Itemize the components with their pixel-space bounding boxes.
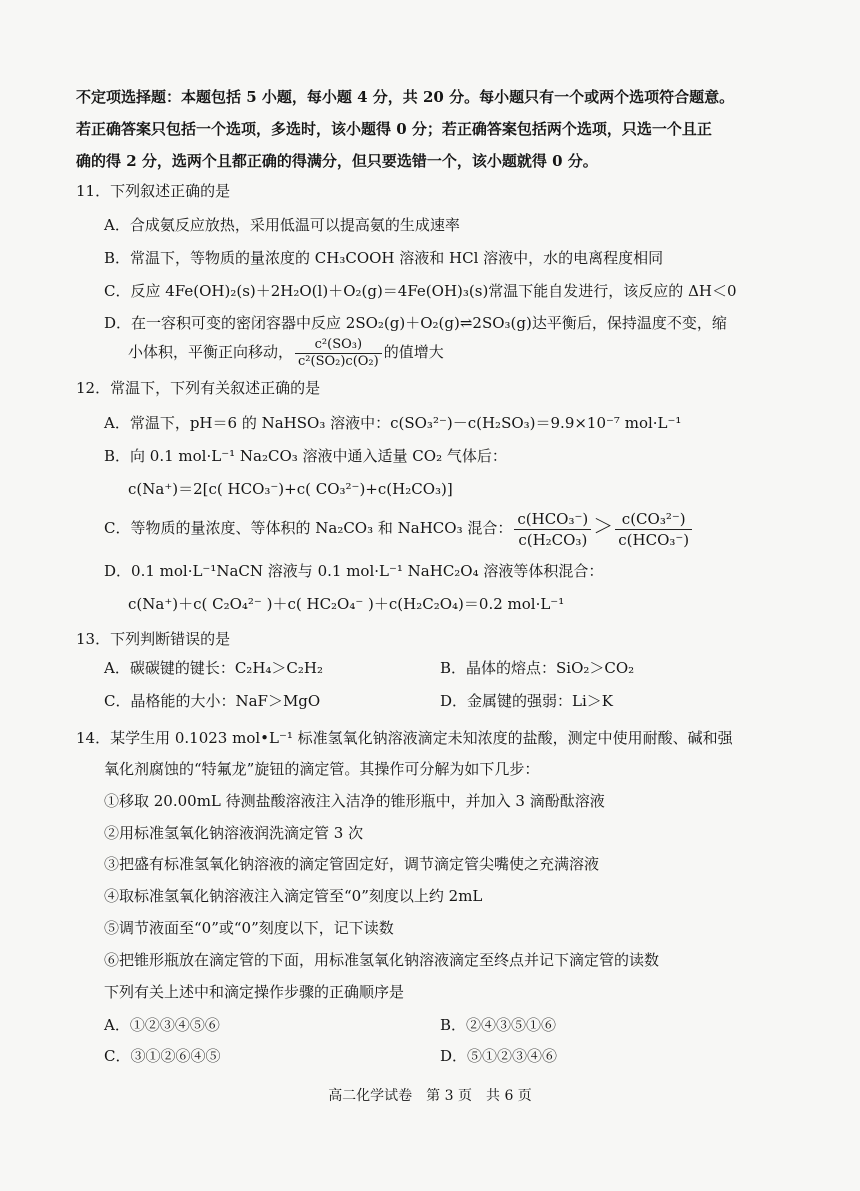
q11-stem: 11．下列叙述正确的是 (76, 182, 231, 200)
q11-d-frac-den: c²(SO₂)c(O₂) (298, 353, 379, 369)
q11-option-b: B．常温下，等物质的量浓度的 CH₃COOH 溶液和 HCl 溶液中，水的电离程度相同 (104, 249, 664, 267)
instructions-line-3: 确的得 2 分，选两个且都正确的得满分，但只要选错一个，该小题就得 0 分。 (76, 152, 598, 170)
q11-option-a: A．合成氨反应放热，采用低温可以提高氨的生成速率 (104, 216, 460, 234)
q12-c-pre: C．等物质的量浓度、等体积的 Na₂CO₃ 和 NaHCO₃ 混合： (104, 519, 513, 537)
q14-option-c: C．③①②⑥④⑤ (104, 1047, 221, 1065)
q14-option-b: B．②④③⑤①⑥ (440, 1016, 557, 1034)
q12-option-c (104, 506, 694, 550)
q12-option-d-line2: c(Na⁺)＋c( C₂O₄²⁻ )＋c( HC₂O₄⁻ )＋c(H₂C₂O₄)＝0.2 mol·L⁻¹ (128, 595, 565, 613)
q14-option-d: D．⑤①②③④⑥ (440, 1047, 558, 1065)
q12-c-fraction-1 (514, 509, 591, 550)
q11-d-fraction (295, 337, 382, 370)
q14-step-1: ①移取 20.00mL 待测盐酸溶液注入洁净的锥形瓶中，并加入 3 滴酚酞溶液 (104, 792, 605, 810)
q11-option-c: C．反应 4Fe(OH)₂(s)＋2H₂O(l)＋O₂(g)＝4Fe(OH)₃(s)常温下能自发进行，该反应的 ΔH＜0 (104, 282, 737, 300)
instructions-line-2: 若正确答案只包括一个选项，多选时，该小题得 0 分；若正确答案包括两个选项，只选一个且正 (76, 120, 712, 138)
q12-option-d-line1: D．0.1 mol·L⁻¹NaCN 溶液与 0.1 mol·L⁻¹ NaHC₂O₄ 溶液等体积混合： (104, 562, 604, 580)
q12-option-a: A．常温下，pH＝6 的 NaHSO₃ 溶液中：c(SO₃²⁻)－c(H₂SO₃)＝9.9×10⁻⁷ mol·L⁻¹ (104, 414, 682, 432)
q14-stem-line1: 14．某学生用 0.1023 mol•L⁻¹ 标准氢氧化钠溶液滴定未知浓度的盐酸，测定中使用耐酸、碱和强 (76, 729, 733, 747)
q12-option-b-line2: c(Na⁺)＝2[c( HCO₃⁻)+c( CO₃²⁻)+c(H₂CO₃)] (128, 480, 453, 498)
q12-c-frac1-den: c(H₂CO₃) (518, 530, 588, 549)
q11-d-frac-num: c²(SO₃) (295, 337, 382, 354)
q14-step-3: ③把盛有标准氢氧化钠溶液的滴定管固定好，调节滴定管尖嘴使之充满溶液 (104, 855, 600, 873)
q11-option-d-line2 (128, 336, 444, 370)
q11-d-post: 的值增大 (383, 343, 444, 361)
q12-stem: 12．常温下，下列有关叙述正确的是 (76, 379, 321, 397)
q13-option-d: D．金属键的强弱：Li＞K (440, 692, 613, 710)
q13-stem: 13．下列判断错误的是 (76, 630, 231, 648)
q12-c-frac2-num: c(CO₃²⁻) (615, 509, 692, 530)
q11-option-d-line1: D．在一容积可变的密闭容器中反应 2SO₂(g)＋O₂(g)⇌2SO₃(g)达平衡后，保持温度不变，缩 (104, 314, 727, 332)
q13-option-a: A．碳碳键的键长：C₂H₄＞C₂H₂ (104, 659, 324, 677)
q12-c-frac2-den: c(HCO₃⁻) (618, 530, 690, 549)
q14-step-4: ④取标准氢氧化钠溶液注入滴定管至“0”刻度以上约 2mL (104, 887, 483, 905)
q14-step-6: ⑥把锥形瓶放在滴定管的下面，用标准氢氧化钠溶液滴定至终点并记下滴定管的读数 (104, 951, 660, 969)
q14-step-5: ⑤调节液面至“0”或“0”刻度以下，记下读数 (104, 919, 394, 937)
q12-option-b-line1: B．向 0.1 mol·L⁻¹ Na₂CO₃ 溶液中通入适量 CO₂ 气体后： (104, 447, 507, 465)
q12-c-fraction-2 (615, 509, 692, 550)
q14-question: 下列有关上述中和滴定操作步骤的正确顺序是 (104, 983, 405, 1001)
q12-c-frac1-num: c(HCO₃⁻) (514, 509, 591, 530)
q13-option-b: B．晶体的熔点：SiO₂＞CO₂ (440, 659, 635, 677)
q11-d-pre: 小体积，平衡正向移动， (128, 343, 294, 361)
q13-option-c: C．晶格能的大小：NaF＞MgO (104, 692, 321, 710)
q14-stem-line2: 氧化剂腐蚀的“特氟龙”旋钮的滴定管。其操作可分解为如下几步： (104, 760, 540, 778)
q14-option-a: A．①②③④⑤⑥ (104, 1016, 220, 1034)
page-footer: 高二化学试卷 第 3 页 共 6 页 (328, 1088, 532, 1104)
q12-c-gt: ＞ (593, 514, 614, 538)
instructions-line-1: 不定项选择题：本题包括 5 小题，每小题 4 分，共 20 分。每小题只有一个或两个选项符合题意。 (76, 88, 735, 106)
q14-step-2: ②用标准氢氧化钠溶液润洗滴定管 3 次 (104, 824, 364, 842)
